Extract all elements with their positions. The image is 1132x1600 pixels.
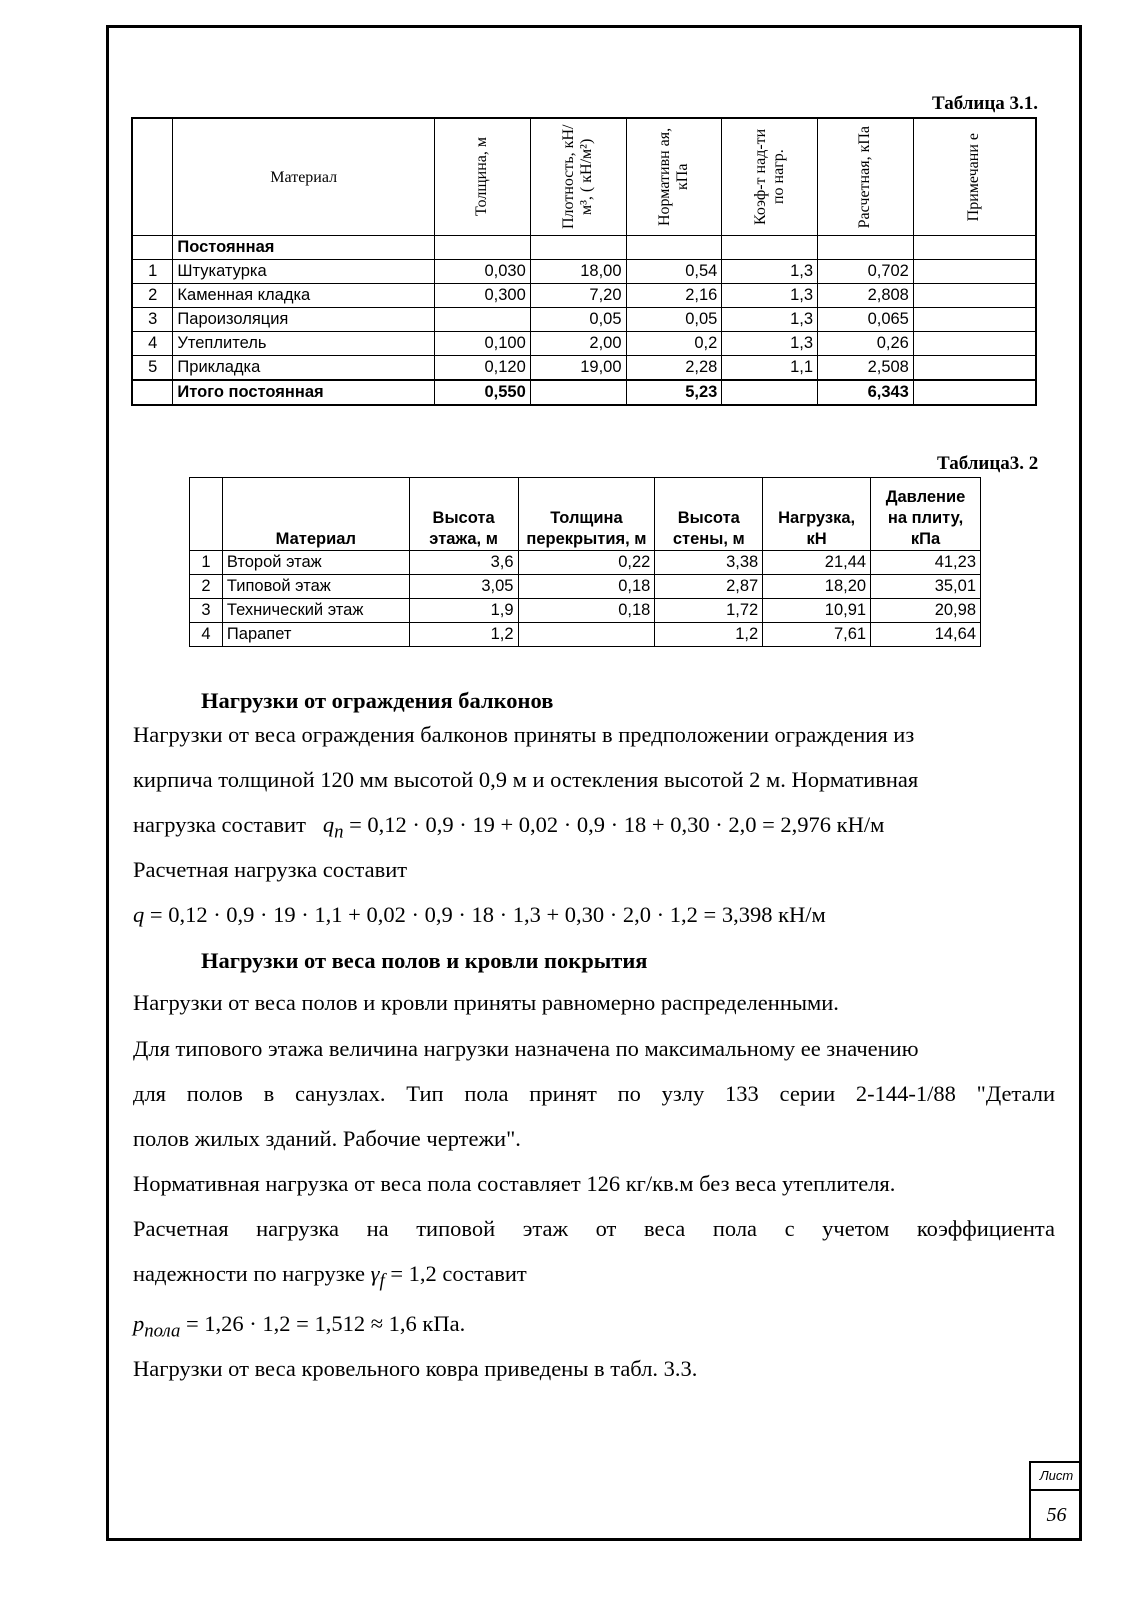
header-design: Расчетная, кПа [818,118,914,236]
header-note: Примечани е [913,118,1036,236]
formula-line: $p_{пола} = 1,26 \cdot 1,2 = 1,512 \approx 1,6$ кПа. [133,1311,466,1342]
table-row: 4 Парапет 1,2 1,2 7,61 14,64 [190,623,981,647]
table-row: 2 Типовой этаж 3,05 0,18 2,87 18,20 35,01 [190,575,981,599]
paragraph-line: для полов в санузлах. Тип пола принят по узлу 133 серии 2-144-1/88 "Детали [133,1081,1055,1106]
paragraph-line: Расчетная нагрузка составит [133,857,408,882]
paragraph-line: Нагрузки от веса полов и кровли приняты равномерно распределенными. [133,990,839,1015]
sheet-label: Лист [1031,1463,1082,1491]
section-label: Постоянная [173,236,435,260]
header-density: Плотность, кН/м³, ( кН/м²) [530,118,626,236]
formula-line: надежности по нагрузке $\gamma_f = 1,2$ составит [133,1261,527,1292]
header-material: Материал [173,118,435,236]
paragraph-line: Нагрузки от веса кровельного ковра приведены в табл. 3.3. [133,1356,698,1381]
table-row: 5 Прикладка 0,120 19,00 2,28 1,1 2,508 [132,356,1036,381]
paragraph-line: кирпича толщиной 120 мм высотой 0,9 м и остекления высотой 2 м. Нормативная [133,767,919,792]
table-row: 3 Пароизоляция 0,05 0,05 1,3 0,065 [132,308,1036,332]
paragraph-line: Нормативная нагрузка от веса пола составляет 126 кг/кв.м без веса утеплителя. [133,1171,896,1196]
table-row: 3 Технический этаж 1,9 0,18 1,72 10,91 20,98 [190,599,981,623]
table-total-row: Итого постоянная 0,550 5,23 6,343 [132,380,1036,405]
header-thickness: Толщина, м [434,118,530,236]
header-pressure: Давление на плиту, кПа [871,478,981,551]
paragraph-line: Нагрузки от веса ограждения балконов приняты в предположении ограждения из [133,722,915,747]
header-material: Материал [222,478,409,551]
table-3-2 [189,477,981,647]
header-slab-thickness: Толщина перекрытия, м [518,478,655,551]
table-row: 1 Штукатурка 0,030 18,00 0,54 1,3 0,702 [132,260,1036,284]
paragraph-line: Для типового этажа величина нагрузки назначена по максимальному ее значению [133,1036,919,1061]
header-num [132,118,173,236]
section-heading-floors: Нагрузки от веса полов и кровли покрытия [201,948,648,973]
paragraph-line: полов жилых зданий. Рабочие чертежи". [133,1126,521,1151]
table-row [132,236,1036,260]
table-header-row [132,118,1036,236]
header-floor-height: Высота этажа, м [409,478,518,551]
formula-line: нагрузка составит $q_n = 0,12 \cdot 0,9 \cdot 19 + 0,02 \cdot 0,9 \cdot 18 + 0,30 \cdot 2,0 = 2,976$ кН/м [133,812,885,843]
header-normative: Нормативн ая, кПа [626,118,722,236]
table-header-row [190,478,981,551]
paragraph-line: Расчетная нагрузка на типовой этаж от веса пола с учетом коэффициента [133,1216,1055,1241]
table1-caption: Таблица 3.1. [932,93,1039,114]
table-row: 2 Каменная кладка 0,300 7,20 2,16 1,3 2,808 [132,284,1036,308]
header-wall-height: Высота стены, м [655,478,763,551]
header-load: Нагрузка, кН [763,478,871,551]
table-row: 4 Утеплитель 0,100 2,00 0,2 1,3 0,26 [132,332,1036,356]
page-number: 56 [1046,1504,1067,1526]
formula-line: q = 0,12 · 0,9 · 19 · 1,1 + 0,02 · 0,9 · 18 · 1,3 + 0,30 · 2,0 · 1,2 = 3,398 кН/м [133,902,826,927]
table2-caption: Таблица3. 2 [937,453,1039,474]
sheet-stamp [1029,1461,1082,1541]
section-heading-balconies: Нагрузки от ограждения балконов [201,688,554,713]
table-3-1 [131,117,1037,406]
table-row: 1 Второй этаж 3,6 0,22 3,38 21,44 41,23 [190,551,981,575]
header-coef: Коэф-т над-ти по нагр. [722,118,818,236]
